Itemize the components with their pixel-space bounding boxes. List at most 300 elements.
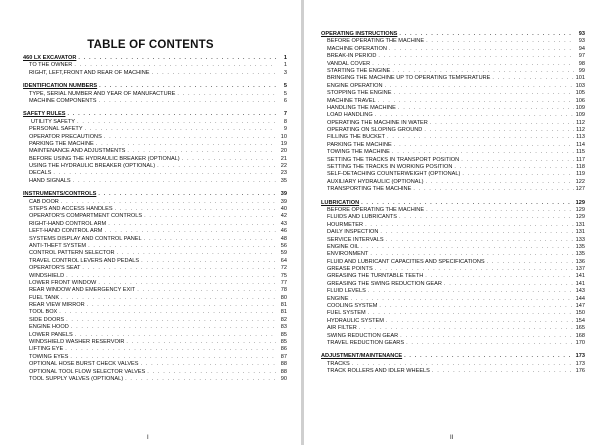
dot-leader	[157, 163, 276, 170]
toc-page-number: 113	[576, 134, 585, 141]
dot-leader	[392, 149, 574, 156]
dot-leader	[74, 62, 276, 69]
dot-leader	[98, 191, 276, 198]
toc-entry[interactable]	[23, 206, 287, 213]
toc-section-heading[interactable]	[23, 55, 287, 62]
toc-entry[interactable]	[23, 62, 287, 69]
toc-entry-label: BEFORE OPERATING THE MACHINE	[327, 38, 425, 45]
toc-page-number: 168	[575, 332, 585, 339]
toc-entry[interactable]	[23, 280, 287, 287]
dot-leader	[125, 376, 276, 383]
toc-entry[interactable]	[23, 91, 287, 98]
toc-page-number: 112	[576, 127, 585, 134]
toc-page-number: 23	[280, 170, 287, 177]
toc-entry-label: CONTROL PATTERN SELECTOR	[29, 250, 115, 257]
toc-page-number: 80	[280, 294, 287, 301]
dot-leader	[387, 134, 574, 141]
toc-page-number: 143	[575, 288, 585, 295]
toc-entry[interactable]	[321, 112, 585, 119]
toc-page-number: 7	[283, 111, 287, 118]
toc-entry-label: STARTING THE ENGINE	[327, 67, 391, 74]
toc-entry-label: TRACK ROLLERS AND IDLER WHEELS	[327, 368, 430, 375]
dot-leader	[117, 250, 276, 257]
dot-leader	[359, 325, 574, 332]
toc-entry[interactable]	[321, 120, 585, 127]
dot-leader	[71, 324, 276, 331]
toc-entry[interactable]	[321, 288, 585, 295]
toc-page-number: 85	[280, 331, 287, 338]
dot-leader	[98, 98, 276, 105]
toc-entry-label: SYSTEMS DISPLAY AND CONTROL PANEL	[29, 235, 142, 242]
dot-leader	[454, 164, 574, 171]
toc-page-number: 173	[575, 360, 585, 367]
toc-entry[interactable]	[321, 38, 585, 45]
toc-page-number: 81	[280, 309, 287, 316]
dot-leader	[104, 134, 276, 141]
toc-entry[interactable]	[23, 302, 287, 309]
toc-entry[interactable]	[23, 361, 287, 368]
toc-section	[321, 353, 585, 375]
toc-page-number: 131	[575, 221, 585, 228]
dot-leader	[426, 38, 574, 45]
dot-leader	[392, 68, 574, 75]
dot-leader	[425, 273, 573, 280]
toc-entry[interactable]	[321, 303, 585, 310]
toc-page-number: 170	[575, 340, 585, 346]
toc-entry[interactable]	[23, 287, 287, 294]
toc-page-number: 86	[280, 346, 287, 353]
dot-leader	[151, 70, 276, 77]
toc-page-number: 48	[280, 235, 287, 242]
toc-entry-label: BEFORE USING THE HYDRAULIC BREAKER (OPTIONAL)	[29, 155, 180, 162]
toc-entry-label: USING THE HYDRAULIC BREAKER (OPTIONAL)	[29, 163, 156, 170]
toc-entry-label: ENGINE OIL	[327, 243, 360, 250]
toc-entry[interactable]	[23, 148, 287, 155]
toc-entry-label: PARKING THE MACHINE	[327, 141, 392, 148]
toc-entry[interactable]	[321, 368, 585, 375]
dot-leader	[70, 354, 276, 361]
toc-entry[interactable]	[321, 259, 585, 266]
toc-entry[interactable]	[321, 90, 585, 97]
toc-entry-label: ENGINE OPERATION	[327, 82, 383, 89]
toc-entry[interactable]	[23, 317, 287, 324]
toc-page-number: 99	[578, 67, 585, 74]
toc-entry-label: OPTIONAL HOSE BURST CHECK VALVES	[29, 361, 139, 368]
toc-section	[23, 83, 287, 105]
toc-entry-label: FUEL TANK	[29, 294, 60, 301]
toc-entry[interactable]	[23, 163, 287, 170]
dot-leader	[368, 288, 574, 295]
toc-entry-label: LOWER FRONT WINDOW	[29, 279, 97, 286]
dot-leader	[385, 83, 574, 90]
dot-leader	[375, 112, 574, 119]
toc-page-number: 135	[575, 251, 585, 258]
toc-page-number: 147	[575, 303, 585, 310]
toc-entry-label: ANTI-THEFT SYSTEM	[29, 242, 87, 249]
toc-entry-label: SELF-DETACHING COUNTERWEIGHT (OPTIONAL)	[327, 171, 461, 178]
toc-entry[interactable]	[321, 68, 585, 75]
toc-page-number: 10	[280, 133, 287, 140]
toc-entry[interactable]	[321, 164, 585, 171]
toc-page-number: 85	[280, 339, 287, 346]
toc-page-number: 105	[575, 90, 585, 97]
toc-page-number: 6	[283, 97, 287, 104]
toc-entry-label: LOWER PANELS	[29, 331, 73, 338]
toc-page-number: 77	[280, 279, 287, 286]
dot-leader	[65, 346, 276, 353]
toc-entry-label: DECALS	[29, 170, 52, 177]
toc-entry-label: LIFTING EYE	[29, 346, 64, 353]
dot-leader	[394, 142, 574, 149]
toc-page-number: 87	[280, 353, 287, 360]
dot-leader	[380, 229, 573, 236]
toc-page-number: 176	[575, 368, 585, 375]
dot-leader	[177, 91, 276, 98]
page-title: TABLE OF CONTENTS	[87, 39, 214, 51]
toc-entry-label: FILLING THE BUCKET	[327, 134, 386, 141]
dot-leader	[141, 361, 276, 368]
dot-leader	[88, 243, 276, 250]
dot-leader	[61, 295, 276, 302]
dot-leader	[399, 31, 574, 38]
toc-entry[interactable]	[321, 105, 585, 112]
toc-section-heading[interactable]	[321, 31, 585, 38]
toc-entry-label: PARKING THE MACHINE	[29, 140, 94, 147]
toc-entry[interactable]	[321, 142, 585, 149]
toc-entry[interactable]	[321, 296, 585, 303]
toc-entry[interactable]	[23, 295, 287, 302]
toc-heading-label: INSTRUMENTS/CONTROLS	[23, 191, 97, 198]
dot-leader	[61, 199, 276, 206]
toc-entry[interactable]	[23, 346, 287, 353]
toc-page-number: 5	[283, 90, 287, 97]
toc-page-number: 21	[280, 155, 287, 162]
dot-leader	[352, 361, 574, 368]
dot-leader	[73, 178, 276, 185]
toc-entry[interactable]	[321, 310, 585, 317]
toc-entry-label: SIDE DOORS	[29, 316, 65, 323]
toc-section	[23, 191, 287, 383]
toc-entry[interactable]	[321, 274, 585, 281]
toc-entry[interactable]	[23, 221, 287, 228]
toc-entry-label: SWING REDUCTION GEAR	[327, 332, 399, 339]
toc-entry[interactable]	[23, 236, 287, 243]
toc-entry[interactable]	[321, 266, 585, 273]
toc-entry[interactable]	[321, 186, 585, 193]
dot-leader	[413, 186, 573, 193]
toc-entry-label: HANDLING THE MACHINE	[327, 104, 396, 111]
toc-entry-label: RIGHT, LEFT,FRONT AND REAR OF MACHINE	[29, 69, 150, 76]
toc-entry-label: MACHINE COMPONENTS	[29, 97, 97, 104]
right-page	[304, 0, 600, 445]
toc-entry[interactable]	[23, 354, 287, 361]
toc-entry[interactable]	[23, 199, 287, 206]
toc-entry-label: SETTING THE TRACKS IN WORKING POSITION	[327, 164, 453, 171]
toc-entry[interactable]	[23, 170, 287, 177]
toc-entry-label: REAR WINDOW AND EMERGENCY EXIT	[29, 287, 136, 294]
toc-page-number: 8	[283, 118, 287, 125]
toc-page-number: 136	[575, 258, 585, 265]
toc-entry[interactable]	[321, 325, 585, 332]
toc-entry-label: LOAD HANDLING	[327, 112, 373, 119]
toc-entry[interactable]	[321, 340, 585, 347]
dot-leader	[393, 90, 573, 97]
toc-entry-label: HOURMETER	[327, 221, 364, 228]
toc-page-number: 131	[575, 229, 585, 236]
toc-entry-label: AUXILIARY HYDRAULIC (OPTIONAL)	[327, 178, 424, 185]
left-toc-column	[23, 55, 287, 389]
toc-page-number: 118	[576, 164, 585, 171]
dot-leader	[430, 120, 574, 127]
toc-entry-label: VANDAL COVER	[327, 60, 371, 67]
toc-section	[23, 55, 287, 77]
dot-leader	[368, 310, 574, 317]
toc-page-number: 122	[575, 178, 585, 185]
toc-entry[interactable]	[321, 281, 585, 288]
dot-leader	[404, 353, 574, 360]
toc-entry-label: TRAVEL REDUCTION GEARS	[327, 340, 405, 346]
toc-entry-label: OPERATOR'S SEAT	[29, 265, 81, 272]
toc-entry[interactable]	[321, 214, 585, 221]
dot-leader	[432, 368, 574, 375]
dot-leader	[98, 280, 276, 287]
toc-entry[interactable]	[23, 339, 287, 346]
toc-entry-label: TYPE, SERIAL NUMBER AND YEAR OF MANUFACTURE	[29, 90, 176, 97]
toc-heading-label: IDENTIFICATION NUMBERS	[23, 83, 98, 90]
dot-leader	[386, 237, 574, 244]
toc-entry-label: OPERATING THE MACHINE IN WATER	[327, 119, 428, 126]
toc-entry[interactable]	[321, 222, 585, 229]
toc-page-number: 75	[280, 272, 287, 279]
dot-leader	[350, 296, 573, 303]
toc-entry[interactable]	[23, 134, 287, 141]
toc-page-number: 39	[280, 191, 287, 198]
dot-leader	[379, 303, 573, 310]
toc-entry[interactable]	[23, 141, 287, 148]
toc-entry-label: OPERATING ON SLOPING GROUND	[327, 127, 423, 134]
toc-page-number: 109	[575, 112, 585, 119]
dot-leader	[389, 46, 574, 53]
toc-entry-label: BEFORE OPERATING THE MACHINE	[327, 206, 425, 213]
toc-heading-label: LUBRICATION	[321, 199, 360, 206]
dot-leader	[75, 332, 276, 339]
toc-page-number: 22	[280, 163, 287, 170]
right-toc-column	[321, 31, 585, 382]
toc-page-number: 117	[576, 156, 585, 163]
toc-entry-label: BRINGING THE MACHINE UP TO OPERATING TEMPERATURE	[327, 75, 491, 82]
toc-entry[interactable]	[321, 75, 585, 82]
toc-entry[interactable]	[321, 229, 585, 236]
dot-leader	[365, 222, 574, 229]
toc-entry-label: TOOL SUPPLY VALVES (OPTIONAL)	[29, 376, 124, 382]
dot-leader	[137, 287, 276, 294]
dot-leader	[375, 266, 574, 273]
toc-page-number: 129	[575, 214, 585, 221]
dot-leader	[361, 200, 574, 207]
toc-page-number: 3	[283, 69, 287, 76]
dot-leader	[426, 207, 574, 214]
toc-page-number: 90	[280, 376, 287, 382]
dot-leader	[87, 302, 276, 309]
toc-entry-label: OPERATOR'S COMPARTMENT CONTROLS	[29, 213, 143, 220]
toc-entry[interactable]	[23, 273, 287, 280]
toc-page-number: 88	[280, 368, 287, 375]
toc-entry-label: COOLING SYSTEM	[327, 303, 378, 310]
dot-leader	[378, 98, 574, 105]
toc-entry[interactable]	[23, 178, 287, 185]
toc-entry[interactable]	[321, 244, 585, 251]
toc-entry[interactable]	[23, 228, 287, 235]
toc-section	[23, 111, 287, 185]
toc-page-number: 46	[280, 228, 287, 235]
toc-entry[interactable]	[321, 98, 585, 105]
toc-entry[interactable]	[321, 207, 585, 214]
toc-entry[interactable]	[23, 324, 287, 331]
dot-leader	[99, 83, 276, 90]
toc-entry-label: ENVIRONMENT	[327, 251, 369, 258]
toc-entry-label: SETTING THE TRACKS IN TRANSPORT POSITION	[327, 156, 460, 163]
dot-leader	[461, 157, 574, 164]
toc-entry[interactable]	[23, 250, 287, 257]
toc-page-number: 135	[575, 243, 585, 250]
toc-heading-label: OPERATING INSTRUCTIONS	[321, 30, 398, 37]
dot-leader	[108, 221, 276, 228]
toc-entry[interactable]	[321, 251, 585, 258]
toc-section-heading[interactable]	[23, 83, 287, 90]
toc-page-number: 141	[575, 280, 585, 287]
toc-entry-label: LEFT-HAND CONTROL ARM	[29, 228, 103, 235]
toc-page-number: 129	[575, 199, 585, 206]
toc-entry[interactable]	[23, 156, 287, 163]
toc-entry[interactable]	[321, 179, 585, 186]
toc-entry[interactable]	[321, 333, 585, 340]
toc-entry[interactable]	[23, 213, 287, 220]
toc-page-number: 106	[575, 97, 585, 104]
toc-page-number: 165	[575, 325, 585, 332]
dot-leader	[66, 317, 276, 324]
toc-heading-label: ADJUSTMENT/MAINTENANCE	[321, 353, 403, 360]
toc-entry-label: FLUID LEVELS	[327, 288, 366, 295]
dot-leader	[67, 111, 276, 118]
dot-leader	[424, 127, 574, 134]
toc-entry-label: OPTIONAL TOOL FLOW SELECTOR VALVES	[29, 368, 146, 375]
toc-entry-label: AIR FILTER	[327, 325, 357, 332]
toc-entry-label: TOWING EYES	[29, 353, 69, 360]
toc-section-heading[interactable]	[321, 353, 585, 360]
dot-leader	[115, 206, 276, 213]
dot-leader	[487, 259, 574, 266]
toc-entry-label: DAILY INSPECTION	[327, 229, 379, 236]
toc-entry[interactable]	[23, 310, 287, 317]
dot-leader	[399, 214, 574, 221]
toc-entry[interactable]	[23, 243, 287, 250]
dot-leader	[370, 251, 573, 258]
dot-leader	[386, 318, 574, 325]
toc-page-number: 119	[576, 171, 585, 178]
toc-entry[interactable]	[23, 119, 287, 126]
toc-entry[interactable]	[321, 53, 585, 60]
toc-entry[interactable]	[23, 258, 287, 265]
toc-page-number: 19	[280, 140, 287, 147]
toc-entry[interactable]	[23, 376, 287, 383]
toc-entry-label: PERSONAL SAFETY	[29, 126, 83, 133]
toc-page-number: 94	[578, 45, 585, 52]
toc-entry[interactable]	[321, 318, 585, 325]
toc-entry[interactable]	[321, 149, 585, 156]
toc-page-number: 1	[283, 54, 287, 61]
dot-leader	[96, 141, 276, 148]
toc-entry-label: GREASE POINTS	[327, 266, 373, 273]
left-page-number: I	[147, 435, 149, 441]
toc-entry-label: STOPPING THE ENGINE	[327, 90, 392, 97]
toc-entry[interactable]	[321, 171, 585, 178]
toc-entry[interactable]	[321, 61, 585, 68]
dot-leader	[462, 171, 574, 178]
toc-entry-label: RIGHT-HAND CONTROL ARM	[29, 220, 107, 227]
dot-leader	[126, 339, 276, 346]
toc-page-number: 82	[280, 316, 287, 323]
toc-entry-label: TOOL BOX	[29, 309, 58, 316]
toc-entry[interactable]	[23, 369, 287, 376]
toc-section-heading[interactable]	[23, 191, 287, 198]
toc-page-number: 97	[578, 53, 585, 60]
toc-entry[interactable]	[321, 361, 585, 368]
toc-entry-label: GREASING THE TURNTABLE TEETH	[327, 273, 424, 280]
toc-page-number: 56	[280, 242, 287, 249]
toc-page-number: 112	[576, 119, 585, 126]
toc-entry-label: TOWING THE MACHINE	[327, 149, 390, 156]
toc-entry[interactable]	[23, 332, 287, 339]
toc-page-number: 81	[280, 302, 287, 309]
toc-entry[interactable]	[23, 265, 287, 272]
dot-leader	[85, 126, 276, 133]
toc-page-number: 150	[575, 310, 585, 317]
toc-page-number: 173	[575, 353, 585, 360]
toc-entry[interactable]	[321, 127, 585, 134]
toc-entry-label: REAR VIEW MIRROR	[29, 302, 85, 309]
toc-entry-label: STEPS AND ACCESS HANDLES	[29, 206, 113, 213]
toc-entry-label: TRANSPORTING THE MACHINE	[327, 186, 412, 193]
toc-entry[interactable]	[23, 126, 287, 133]
toc-entry[interactable]	[23, 98, 287, 105]
dot-leader	[82, 265, 276, 272]
toc-entry-label: CAB DOOR	[29, 198, 59, 205]
toc-section-heading[interactable]	[23, 111, 287, 118]
toc-entry[interactable]	[321, 157, 585, 164]
toc-entry[interactable]	[321, 83, 585, 90]
toc-page-number: 133	[575, 236, 585, 243]
toc-entry-label: MAINTENANCE AND ADJUSTMENTS	[29, 148, 126, 155]
toc-entry[interactable]	[321, 237, 585, 244]
toc-page-number: 115	[576, 149, 585, 156]
toc-page-number: 109	[575, 104, 585, 111]
toc-page-number: 78	[280, 287, 287, 294]
toc-page-number: 98	[578, 60, 585, 67]
toc-page-number: 127	[575, 186, 585, 193]
toc-entry[interactable]	[321, 46, 585, 53]
toc-entry[interactable]	[23, 70, 287, 77]
toc-entry-label: MACHINE TRAVEL	[327, 97, 376, 104]
toc-page-number: 144	[575, 295, 585, 302]
toc-page-number: 93	[578, 30, 585, 37]
toc-page-number: 88	[280, 361, 287, 368]
dot-leader	[127, 148, 276, 155]
toc-entry[interactable]	[321, 134, 585, 141]
toc-page-number: 129	[575, 206, 585, 213]
toc-section-heading[interactable]	[321, 200, 585, 207]
toc-entry-label: MACHINE OPERATION	[327, 45, 387, 52]
right-page-number: II	[450, 435, 454, 441]
